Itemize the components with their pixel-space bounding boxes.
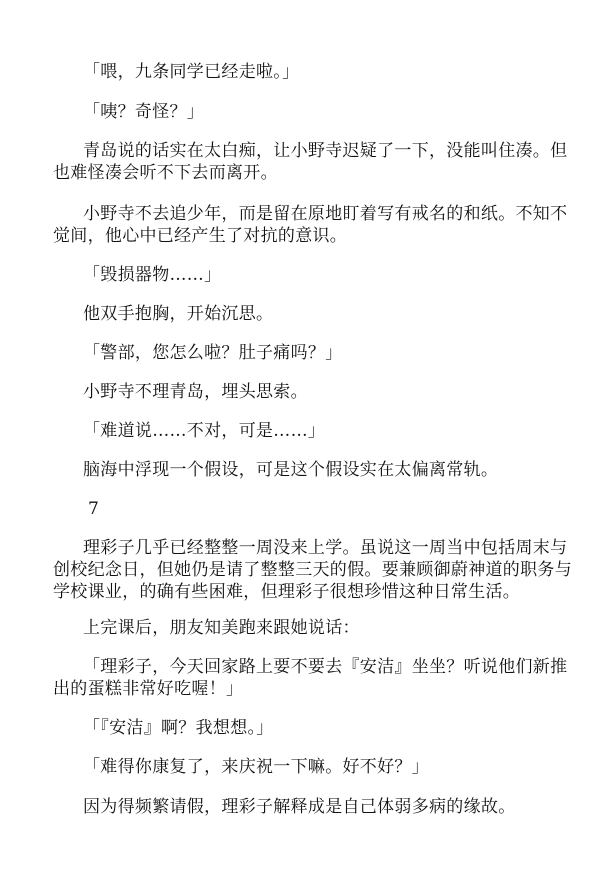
paragraph-1: 「喂，九条同学已经走啦。」 bbox=[83, 62, 300, 82]
paragraph-13: 「理彩子，今天回家路上要不要去『安洁』坐坐？听说他们新推出的蛋糕非常好吃喔！」 bbox=[53, 657, 568, 699]
paragraph-10: 脑海中浮现一个假设，可是这个假设实在太偏离常轨。 bbox=[83, 460, 499, 480]
paragraph-15: 「难得你康复了，来庆祝一下嘛。好不好？」 bbox=[83, 757, 429, 777]
paragraph-9: 「难道说……不对，可是……」 bbox=[83, 421, 326, 441]
paragraph-6: 他双手抱胸，开始沉思。 bbox=[83, 304, 274, 324]
paragraph-2: 「咦？奇怪？」 bbox=[83, 102, 205, 122]
paragraph-7: 「警部，您怎么啦？肚子痛吗？」 bbox=[83, 343, 343, 363]
section-number: 7 bbox=[88, 499, 100, 519]
paragraph-4: 小野寺不去追少年，而是留在原地盯着写有戒名的和纸。不知不觉间，他心中已经产生了对抗的意识。 bbox=[53, 204, 568, 246]
paragraph-11: 理彩子几乎已经整整一周没来上学。虽说这一周当中包括周末与创校纪念日，但她仍是请了整整三天的假。要兼顾御蔚神道的职务与学校课业，的确有些困难，但理彩子很想珍惜这种日常生活。 bbox=[53, 538, 572, 602]
paragraph-8: 小野寺不理青岛，埋头思索。 bbox=[83, 382, 308, 402]
paragraph-12: 上完课后，朋友知美跑来跟她说话： bbox=[83, 618, 360, 638]
paragraph-16: 因为得频繁请假，理彩子解释成是自己体弱多病的缘故。 bbox=[83, 797, 516, 817]
paragraph-3: 青岛说的话实在太白痴，让小野寺迟疑了一下，没能叫住凑。但也难怪凑会听不下去而离开。 bbox=[53, 141, 568, 183]
paragraph-14: 「『安洁』啊？我想想。」 bbox=[83, 718, 274, 738]
paragraph-5: 「毁损器物……」 bbox=[83, 265, 222, 285]
